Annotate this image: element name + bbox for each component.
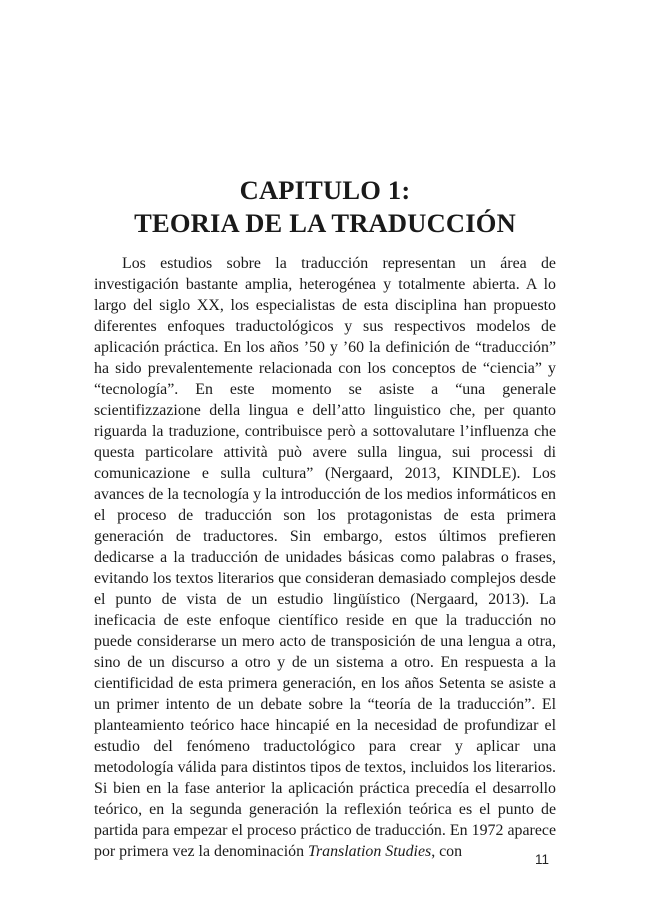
paragraph-text: Los estudios sobre la traducción representan un área de investigación bastante amplia, heterogénea y totalmente abierta. A lo largo del siglo XX, los especialistas de esta disciplina han propuesto diferentes enfoques traductológicos y sus respectivos modelos de aplicación práctica. En los años ’50 y ’60 la definición de “traducción” ha sido prevalentemente relacionada con los conceptos de “ciencia” y “tecnología”. En este momento se asiste a “una generale scientifizzazione della lingua e dell’atto linguistico che, per quanto riguarda la traduzione, contribuisce però a sottovalutare l’influenza che questa particolare attività può avere sulla lingua, sui processi di comunicazione e sulla cultura” (Nergaard, 2013, KINDLE). Los avances de la tecnología y la introducción de los medios informáticos en el proceso de traducción son los protagonistas de esta primera generación de traductores. Sin embargo, estos últimos prefieren dedicarse a la traducción de unidades básicas como palabras o frases, evitando los textos literarios que consideran demasiado complejos desde el punto de vista de un estudio lingüístico (Nergaard, 2013). La ineficacia de este enfoque científico reside en que la traducción no puede considerarse un mero acto de transposición de una lengua a otra, sino de un discurso a otro y de un sistema a otro. En respuesta a la cientificidad de esta primera generación, en los años Setenta se asiste a un primer intento de un debate sobre la “teoría de la traducción”. El planteamiento teórico hace hincapié en la necesidad de profundizar el estudio del fenómeno traductológico para crear y aplicar una metodología válida para distintos tipos de textos, incluidos los literarios. Si bien en la fase anterior la aplicación práctica precedía el desarrollo teórico, en la segunda generación la reflexión teórica es el punto de partida para empezar el proceso práctico de traducción. En 1972 aparece por primera vez la denominación [94,255,556,860]
paragraph-text-end: , con [431,843,463,860]
chapter-title: TEORIA DE LA TRADUCCIÓN [134,208,516,238]
italic-term: Translation Studies [308,843,432,860]
page-number: 11 [534,852,549,867]
chapter-label: CAPITULO 1: [239,175,411,205]
body-text [94,253,556,862]
body-paragraph [94,253,556,862]
chapter-heading [95,174,555,240]
